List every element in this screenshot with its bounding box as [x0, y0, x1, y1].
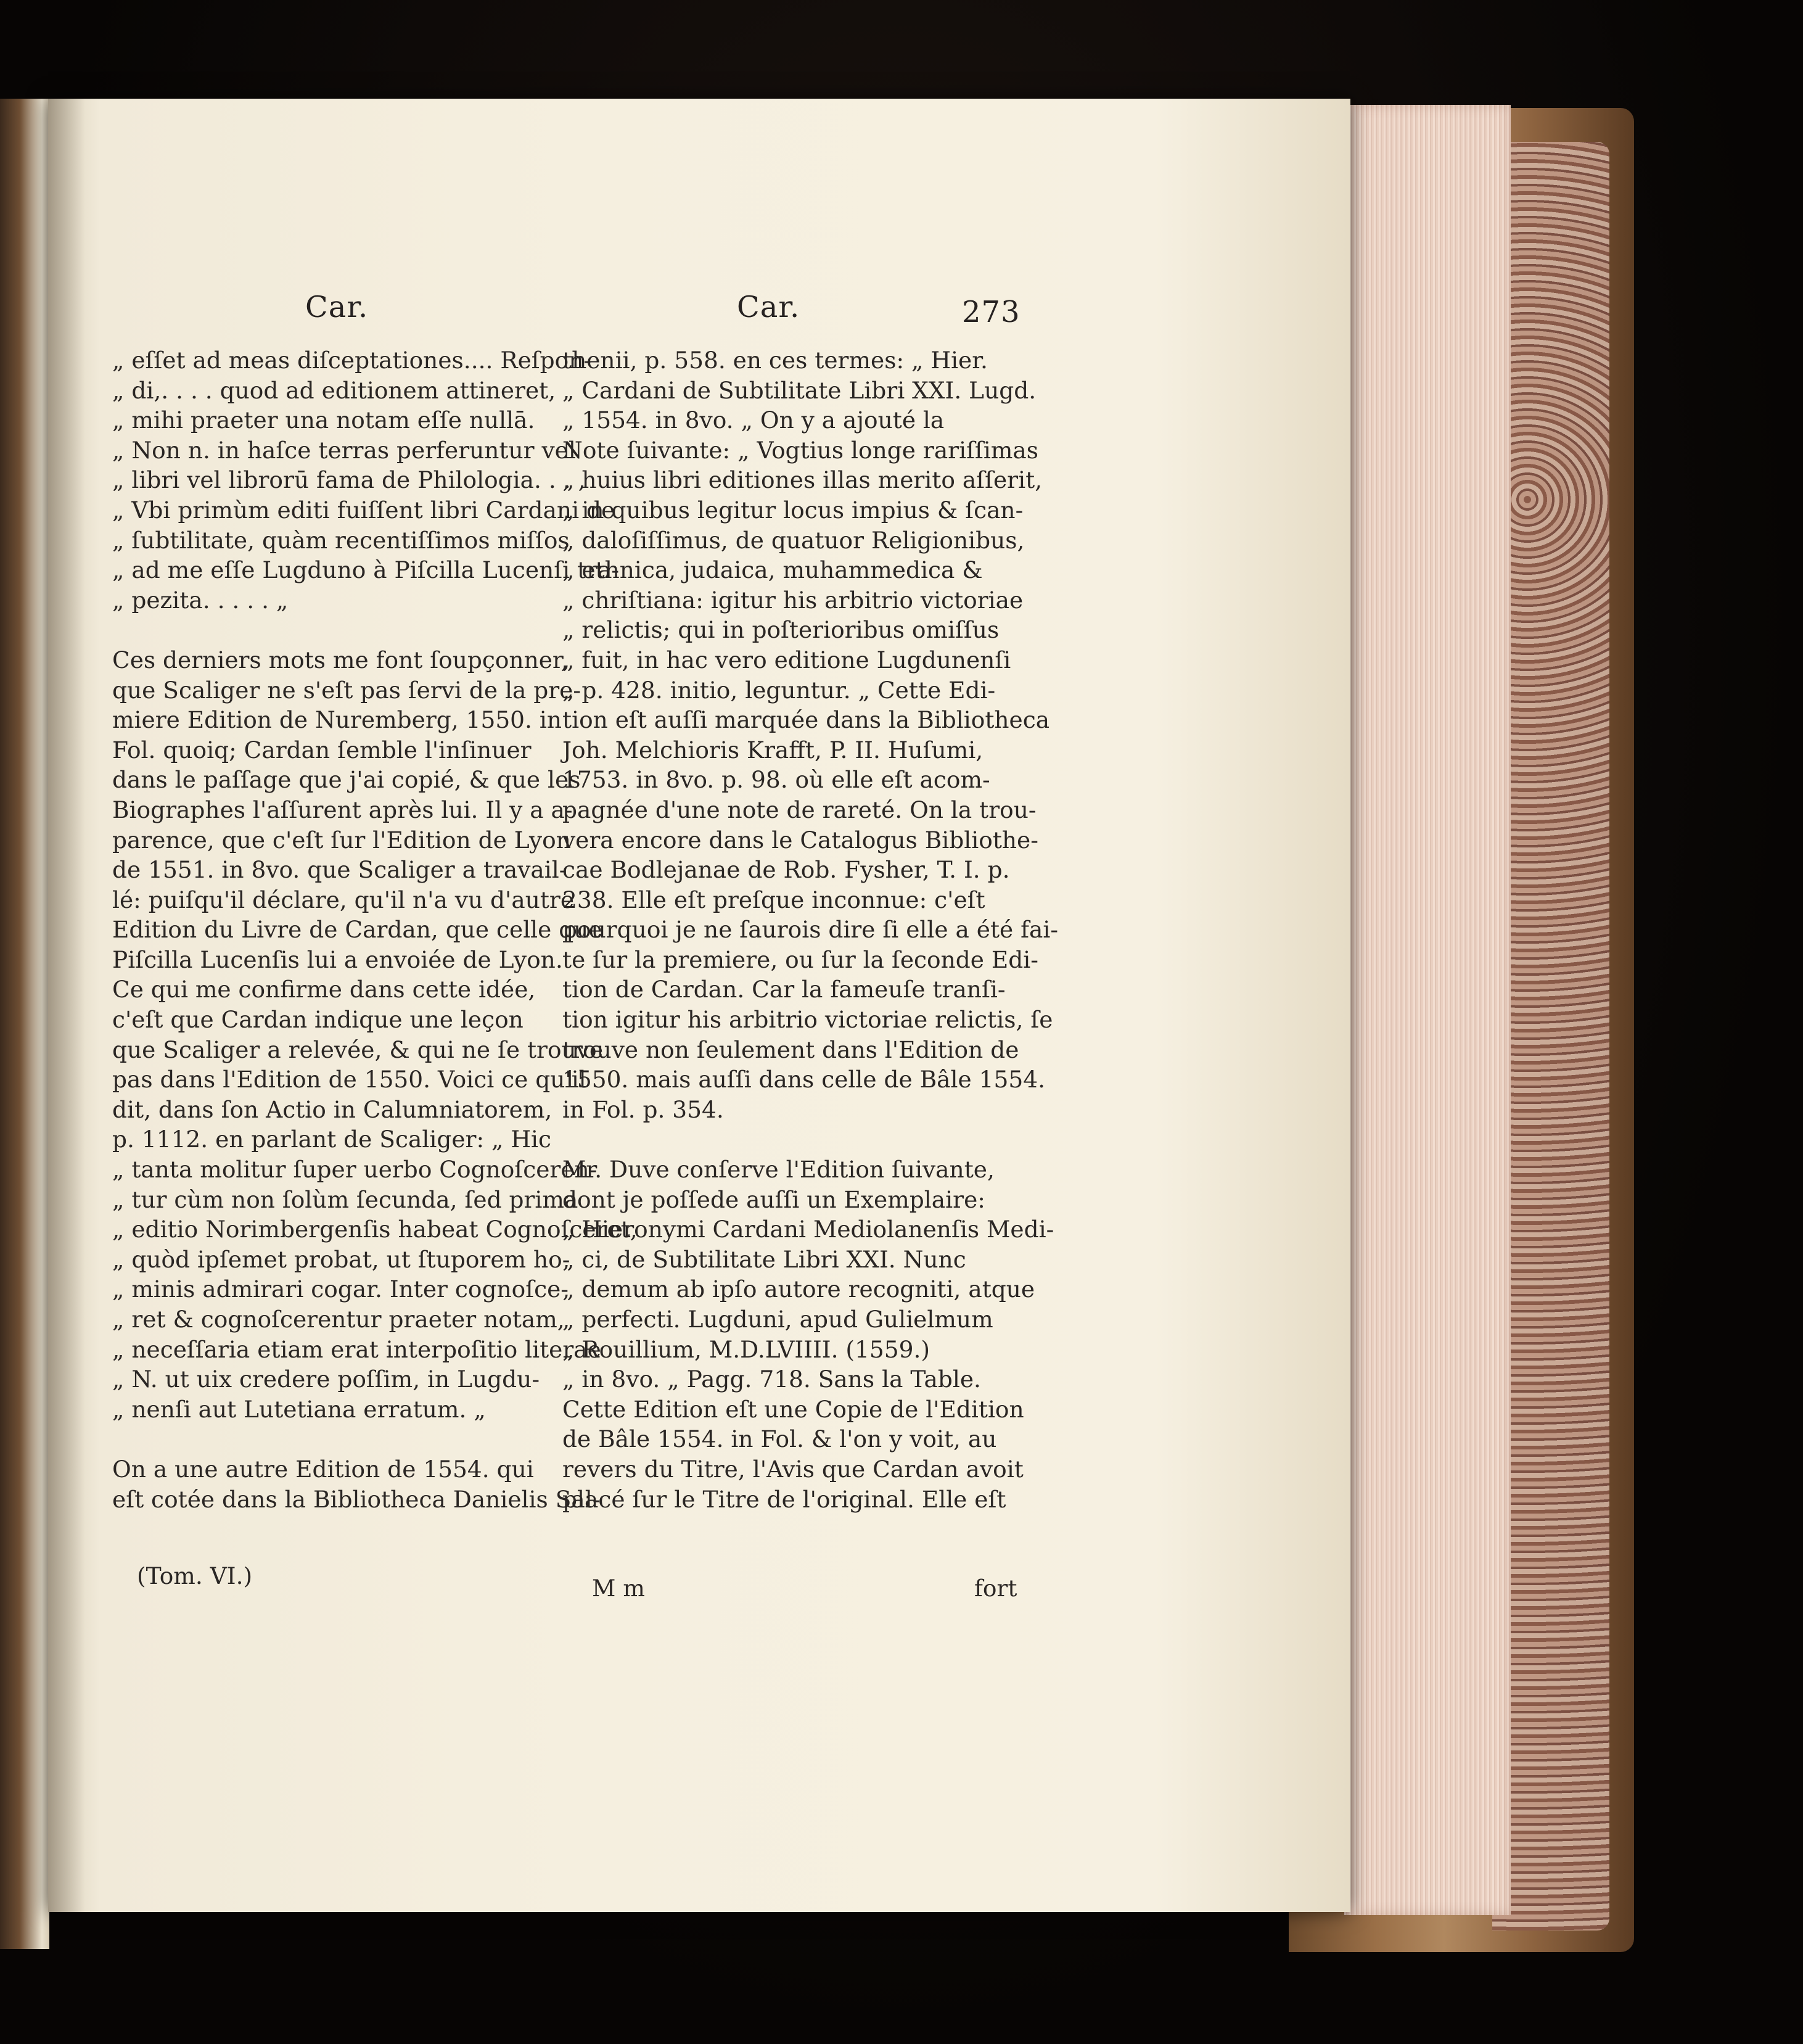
text-line: placé ſur le Titre de l'original. Elle eſt [562, 1485, 1006, 1513]
text-line: „ ſubtilitate, quàm recentiſſimos miſſos [112, 526, 570, 554]
text-line: pourquoi je ne ſaurois dire ſi elle a été fai- [562, 916, 1059, 944]
text-line: „ ret & cognoſcerentur praeter notam, [112, 1306, 565, 1333]
text-line: tion de Cardan. Car la fameuſe tranſi- [562, 976, 1006, 1003]
text-line: „ ad me eſſe Lugduno à Piſcilla Lucenſi tra- [112, 556, 620, 584]
right-text-column [562, 345, 1059, 1514]
text-line: de 1551. in 8vo. que Scaliger a travail- [112, 856, 567, 884]
text-line: dans le paſſage que j'ai copié, & que les [112, 766, 581, 794]
text-line: „ mihi praeter una notam eſſe nullā. [112, 406, 535, 434]
text-line: c'eſt que Cardan indique une leçon [112, 1006, 524, 1034]
text-line: „ N. ut uix credere poſſim, in Lugdu- [112, 1366, 540, 1393]
text-line: trouve non ſeulement dans l'Edition de [562, 1036, 1019, 1063]
text-line: Ce qui me confirme dans cette idée, [112, 976, 536, 1003]
text-line: „ Vbi primùm editi fuiſſent libri Cardani de [112, 496, 615, 524]
text-line: „ Rouillium, M.D.LVIIII. (1559.) [562, 1335, 930, 1363]
text-line: „ in 8vo. „ Pagg. 718. Sans la Table. [562, 1366, 981, 1393]
text-line: „ minis admirari cogar. Inter cognoſce- [112, 1275, 569, 1303]
text-line: „ p. 428. initio, leguntur. „ Cette Edi- [562, 676, 996, 704]
text-line: pas dans l'Edition de 1550. Voici ce qu'il [112, 1066, 586, 1094]
text-line: dit, dans ſon Actio in Calumniatorem, [112, 1095, 552, 1123]
text-line: „ in quibus legitur locus impius & ſcan- [562, 496, 1024, 524]
text-line: miere Edition de Nuremberg, 1550. in [112, 706, 562, 734]
text-line: „ tur cùm non ſolùm ſecunda, ſed prima [112, 1185, 578, 1213]
text-line: dont je poſſede auſſi un Exemplaire: [562, 1185, 985, 1213]
text-line: „ demum ab ipſo autore recogniti, atque [562, 1275, 1035, 1303]
text-line: parence, que c'eſt ſur l'Edition de Lyon [112, 826, 571, 854]
text-line: Piſcilla Lucenſis lui a envoiée de Lyon. [112, 946, 563, 973]
page-number: 273 [962, 295, 1021, 329]
text-line: „ nenſi aut Lutetiana erratum. „ [112, 1395, 486, 1423]
text-line: te ſur la premiere, ou ſur la ſeconde Edi- [562, 946, 1038, 973]
text-line: „ huius libri editiones illas merito aſſerit, [562, 466, 1043, 494]
text-line: „ Cardani de Subtilitate Libri XXI. Lugd. [562, 376, 1037, 404]
text-line: Note ſuivante: „ Vogtius longe rariſſimas [562, 436, 1039, 464]
text-line: „ editio Norimbergenſis habeat Cognoſceret, [112, 1216, 638, 1243]
right-running-head: Car. [737, 290, 800, 324]
text-line: Edition du Livre de Cardan, que celle que [112, 916, 602, 944]
text-line: „ libri vel librorū fama de Philologia. . . , [112, 466, 586, 494]
text-line: Mr. Duve conſerve l'Edition ſuivante, [562, 1156, 995, 1184]
text-line: 1753. in 8vo. p. 98. où elle eſt acom- [562, 766, 990, 794]
text-line: Ces derniers mots me font ſoupçonner, [112, 646, 569, 674]
text-line: On a une autre Edition de 1554. qui [112, 1455, 534, 1483]
gutter-shadow [48, 99, 85, 1912]
page-block-edges [1344, 105, 1511, 1915]
text-line: „ Non n. in haſce terras perferuntur vel [112, 436, 576, 464]
left-text-column [112, 345, 638, 1514]
text-line: de Bâle 1554. in Fol. & l'on y voit, au [562, 1425, 997, 1453]
text-line: „ ethnica, judaica, muhammedica & [562, 556, 983, 584]
volume-signature: (Tom. VI.) [137, 1562, 253, 1589]
text-line: „ daloſiſſimus, de quatuor Religionibus, [562, 526, 1025, 554]
text-line: cae Bodlejanae de Rob. Fysher, T. I. p. [562, 856, 1010, 884]
paragraph-break [112, 1424, 527, 1454]
text-line: 238. Elle eſt preſque inconnue: c'eſt [562, 886, 985, 913]
text-line: thenii, p. 558. en ces termes: „ Hier. [562, 347, 988, 374]
text-line: „ pezita. . . . . „ [112, 586, 289, 614]
text-line: „ Hieronymi Cardani Mediolanenſis Medi- [562, 1216, 1054, 1243]
text-line: „ tanta molitur ſuper uerbo Cognoſceren- [112, 1156, 598, 1184]
text-line: „ perfecti. Lugduni, apud Gulielmum [562, 1306, 993, 1333]
text-line: „ ci, de Subtilitate Libri XXI. Nunc [562, 1245, 966, 1273]
text-line: que Scaliger ne s'eſt pas ſervi de la pre- [112, 676, 581, 704]
text-line: „ quòd ipſemet probat, ut ſtuporem ho- [112, 1245, 570, 1273]
text-line: „ relictis; qui in poſterioribus omiſſus [562, 616, 1000, 644]
text-line: „ eſſet ad meas diſceptationes.... Reſpon- [112, 347, 592, 374]
text-line: „ fuit, in hac vero editione Lugdunenſi [562, 646, 1011, 674]
text-line: vera encore dans le Catalogus Bibliothe- [562, 826, 1038, 854]
catchword: fort [974, 1575, 1017, 1602]
left-running-head: Car. [305, 290, 369, 324]
text-line: 1550. mais auſſi dans celle de Bâle 1554. [562, 1066, 1045, 1094]
text-line: que Scaliger a relevée, & qui ne ſe trouve [112, 1036, 604, 1063]
paragraph-break [562, 1124, 1031, 1155]
text-line: „ chriſtiana: igitur his arbitrio victoriae [562, 586, 1024, 614]
text-line: Biographes l'aſſurent après lui. Il y a a- [112, 796, 573, 823]
text-line: p. 1112. en parlant de Scaliger: „ Hic [112, 1126, 552, 1153]
text-line: Fol. quoiq; Cardan ſemble l'inſinuer [112, 736, 532, 764]
text-line: pagnée d'une note de rareté. On la trou- [562, 796, 1037, 823]
left-page-edge [0, 99, 49, 1949]
paragraph-break [112, 615, 527, 645]
text-line: tion eſt auſſi marquée dans la Bibliotheca [562, 706, 1050, 734]
text-line: eſt cotée dans la Bibliotheca Danielis Sal- [112, 1485, 601, 1513]
text-line: tion igitur his arbitrio victoriae relictis, ſe [562, 1006, 1053, 1034]
text-line: Joh. Melchioris Krafft, P. II. Huſumi, [562, 736, 984, 764]
text-line: revers du Titre, l'Avis que Cardan avoit [562, 1455, 1024, 1483]
text-line: lé: puiſqu'il déclare, qu'il n'a vu d'autre [112, 886, 575, 913]
gathering-signature: M m [592, 1575, 645, 1602]
text-line: „ 1554. in 8vo. „ On y a ajouté la [562, 406, 945, 434]
text-line: „ di,. . . . quod ad editionem attineret, [112, 376, 556, 404]
text-line: „ neceſſaria etiam erat interpoſitio literae [112, 1335, 601, 1363]
text-line: in Fol. p. 354. [562, 1095, 724, 1123]
text-line: Cette Edition eſt une Copie de l'Edition [562, 1395, 1024, 1423]
